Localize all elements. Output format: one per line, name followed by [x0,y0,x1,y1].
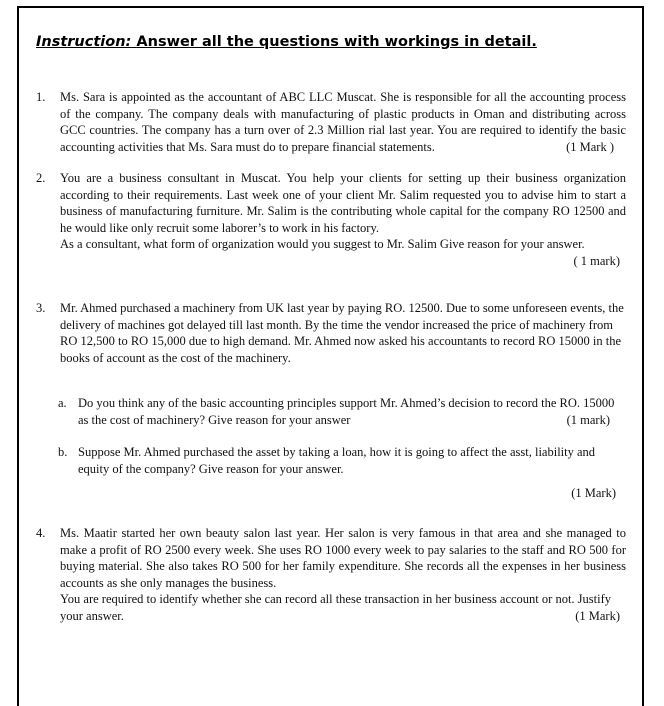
sub-question-number: a. [58,396,67,410]
question-mark: (1 Mark ) [566,139,614,154]
question-text: You are a business consultant in Muscat. You help your clients for setting up their business organization according to their requirements. Last week one of your client Mr. Salim requested you to advise him to start a business of manufacturing furniture. Mr. Salim is the contributing whole capital for the company RO 12500 and he would like only recruit some laborer’s to work in his factory. [60,171,626,235]
question-mark: ( 1 mark) [573,253,620,268]
question-text: Mr. Ahmed purchased a machinery from UK last year by paying RO. 12500. Due to some unforeseen events, the delivery of machines got delayed till last month. By the time the vendor increased the price of machinery from RO 12,500 to RO 15,000 due to high demand. Mr. Ahmed now asked his accountants to record RO 15000 in the books of account as the cost of the machinery. [60,301,624,365]
question-1 [36,89,626,155]
instruction-heading [36,34,537,50]
question-number: 2. [36,171,46,185]
sub-question-text: Suppose Mr. Ahmed purchased the asset by taking a loan, how it is going to affect the asst, liability and equity of the company? Give reason for your answer. [78,445,596,476]
question-text: Ms. Maatir started her own beauty salon last year. Her salon is very famous in that area and she managed to make a profit of RO 2500 every week. She uses RO 1000 every week to pay salaries to the staff and RO 500 for buying material. She also takes RO 500 for her family expenditure. She records all the expenses in her business accounts as she only manages the business. [60,526,626,590]
question-3b [58,444,618,502]
question-4 [36,525,626,625]
question-3a [58,395,618,428]
sub-question-number: b. [58,445,68,459]
instruction-label: Instruction: [36,34,132,50]
question-2 [36,170,626,269]
question-text: Ms. Sara is appointed as the accountant of ABC LLC Muscat. She is responsible for all the accounting process of the company. The company deals with manufacturing of plastic products in Oman and distributing across GCC countries. The company has a turn over of 2.3 Million rial last year. You are required to identify the basic accounting activities that Ms. Sara must do to prepare financial statements. [60,90,626,154]
question-number: 3. [36,301,46,315]
question-number: 4. [36,526,46,540]
question-number: 1. [36,90,46,104]
sub-question-mark: (1 Mark) [571,486,616,500]
instruction-text: Answer all the questions with workings in detail. [136,34,537,50]
question-mark: (1 Mark) [575,609,620,623]
sub-question-mark: (1 mark) [566,412,610,427]
question-3 [36,300,626,366]
question-text-2: You are required to identify whether she can record all these transaction in her business account or not. Justify your answer. [60,592,612,623]
sub-question-text: Do you think any of the basic accounting principles support Mr. Ahmed’s decision to record the RO. 15000 as the cost of machinery? Give reason for your answer [78,396,615,427]
question-text-2: As a consultant, what form of organization would you suggest to Mr. Salim Give reason for your answer. [60,237,585,251]
